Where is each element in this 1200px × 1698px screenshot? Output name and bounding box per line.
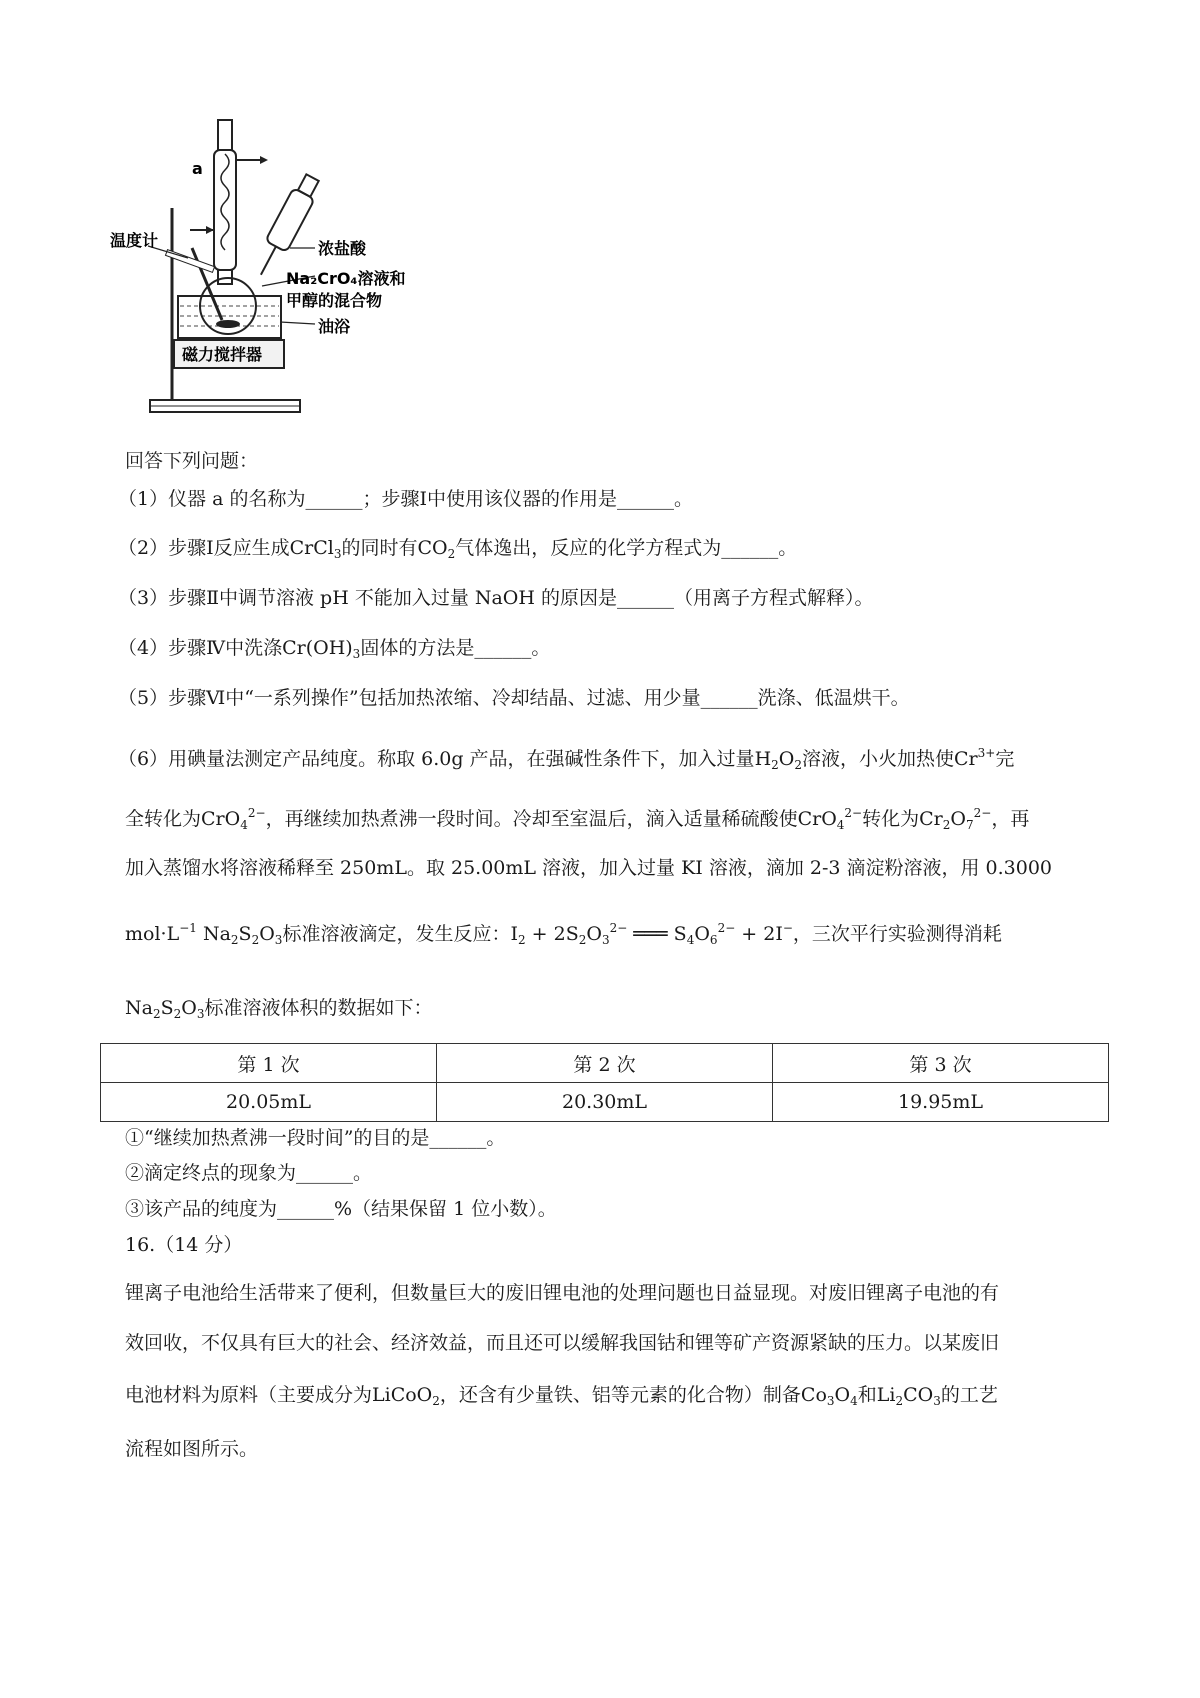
table-cell: 20.05mL [101,1083,437,1122]
question-6-line1: （6）用碘量法测定产品纯度。称取 6.0g 产品，在强碱性条件下，加入过量$H_2O_2$溶液，小火加热使$Cr^{3+}$完 [118,746,1015,772]
label-a: a [192,159,203,178]
passage-line4: 流程如图所示。 [125,1438,259,1460]
table-row [101,1083,1109,1122]
apparatus-figure [110,110,460,430]
question-16-heading: 16.（14 分） [125,1234,243,1256]
label-mixture-line1: Na₂CrO₄溶液和 [286,269,406,288]
oil-bath-vessel [178,296,281,338]
answer-heading: 回答下列问题： [125,450,259,472]
sub-question-2: ②滴定终点的现象为______。 [125,1162,373,1184]
table-cell: 20.30mL [437,1083,773,1122]
passage-line2: 效回收，不仅具有巨大的社会、经济效益，而且还可以缓解我国钴和锂等矿产资源紧缺的压力。以某废旧 [125,1332,1000,1354]
sub-question-3: ③该产品的纯度为______%（结果保留 1 位小数）。 [125,1198,557,1220]
question-6-line5: $Na_2S_2O_3$标准溶液体积的数据如下： [125,997,433,1021]
question-3: （3）步骤Ⅱ中调节溶液 pH 不能加入过量 NaOH 的原因是______（用离子方程式解释）。 [118,587,874,609]
label-thermometer: 温度计 [110,231,159,250]
label-oil-bath: 油浴 [318,317,351,336]
question-6-line3: 加入蒸馏水将溶液稀释至 250mL。取 25.00mL 溶液，加入过量 KI 溶液，滴加 2-3 滴淀粉溶液，用 0.3000 [125,857,1053,879]
question-4: （4）步骤Ⅳ中洗涤$Cr(OH)_3$固体的方法是______。 [118,637,551,661]
table-header-row [101,1044,1109,1083]
question-1: （1）仪器 a 的名称为______；步骤Ⅰ中使用该仪器的作用是______。 [118,488,694,510]
table-cell: 19.95mL [773,1083,1109,1122]
dropping-funnel [265,188,314,252]
passage-line1: 锂离子电池给生活带来了便利，但数量巨大的废旧锂电池的处理问题也日益显现。对废旧锂离子电池的有 [125,1282,1000,1304]
table-header-cell: 第 1 次 [101,1044,437,1083]
table-header-cell: 第 3 次 [773,1044,1109,1083]
question-2: （2）步骤Ⅰ反应生成CrCl$_3$的同时有$CO_2$气体逸出，反应的化学方程式为______。 [118,537,798,561]
sub-question-1: ①“继续加热煮沸一段时间”的目的是______。 [125,1127,506,1149]
condenser-a [214,150,236,270]
passage-line3: 电池材料为原料（主要成分为LiCoO$_2$，还含有少量铁、铝等元素的化合物）制备$Co_3O_4$和$Li_2CO_3$的工艺 [125,1384,998,1408]
label-mixture-line2: 甲醇的混合物 [286,291,383,310]
question-6-line2: 全转化为CrO$_4^{2-}$，再继续加热煮沸一段时间。冷却至室温后，滴入适量稀硫酸使CrO$_4^{2-}$转化为$Cr_2O_7^{2-}$，再 [125,806,1030,832]
question-5: （5）步骤Ⅵ中“一系列操作”包括加热浓缩、冷却结晶、过滤、用少量______洗涤、低温烘干。 [118,687,910,709]
question-6-line4: $mol\cdot L^{-1}$ $Na_2S_2O_3$标准溶液滴定，发生反应：$I_2 + 2S_2O_3^{2-}$ ═══ $S_4O_6^{2-} + 2I^-$，三次平行实验测得消耗 [125,921,1002,947]
titration-table [100,1043,1109,1122]
table-header-cell: 第 2 次 [437,1044,773,1083]
label-stirrer: 磁力搅拌器 [182,345,263,364]
label-conc-hcl: 浓盐酸 [318,239,367,258]
